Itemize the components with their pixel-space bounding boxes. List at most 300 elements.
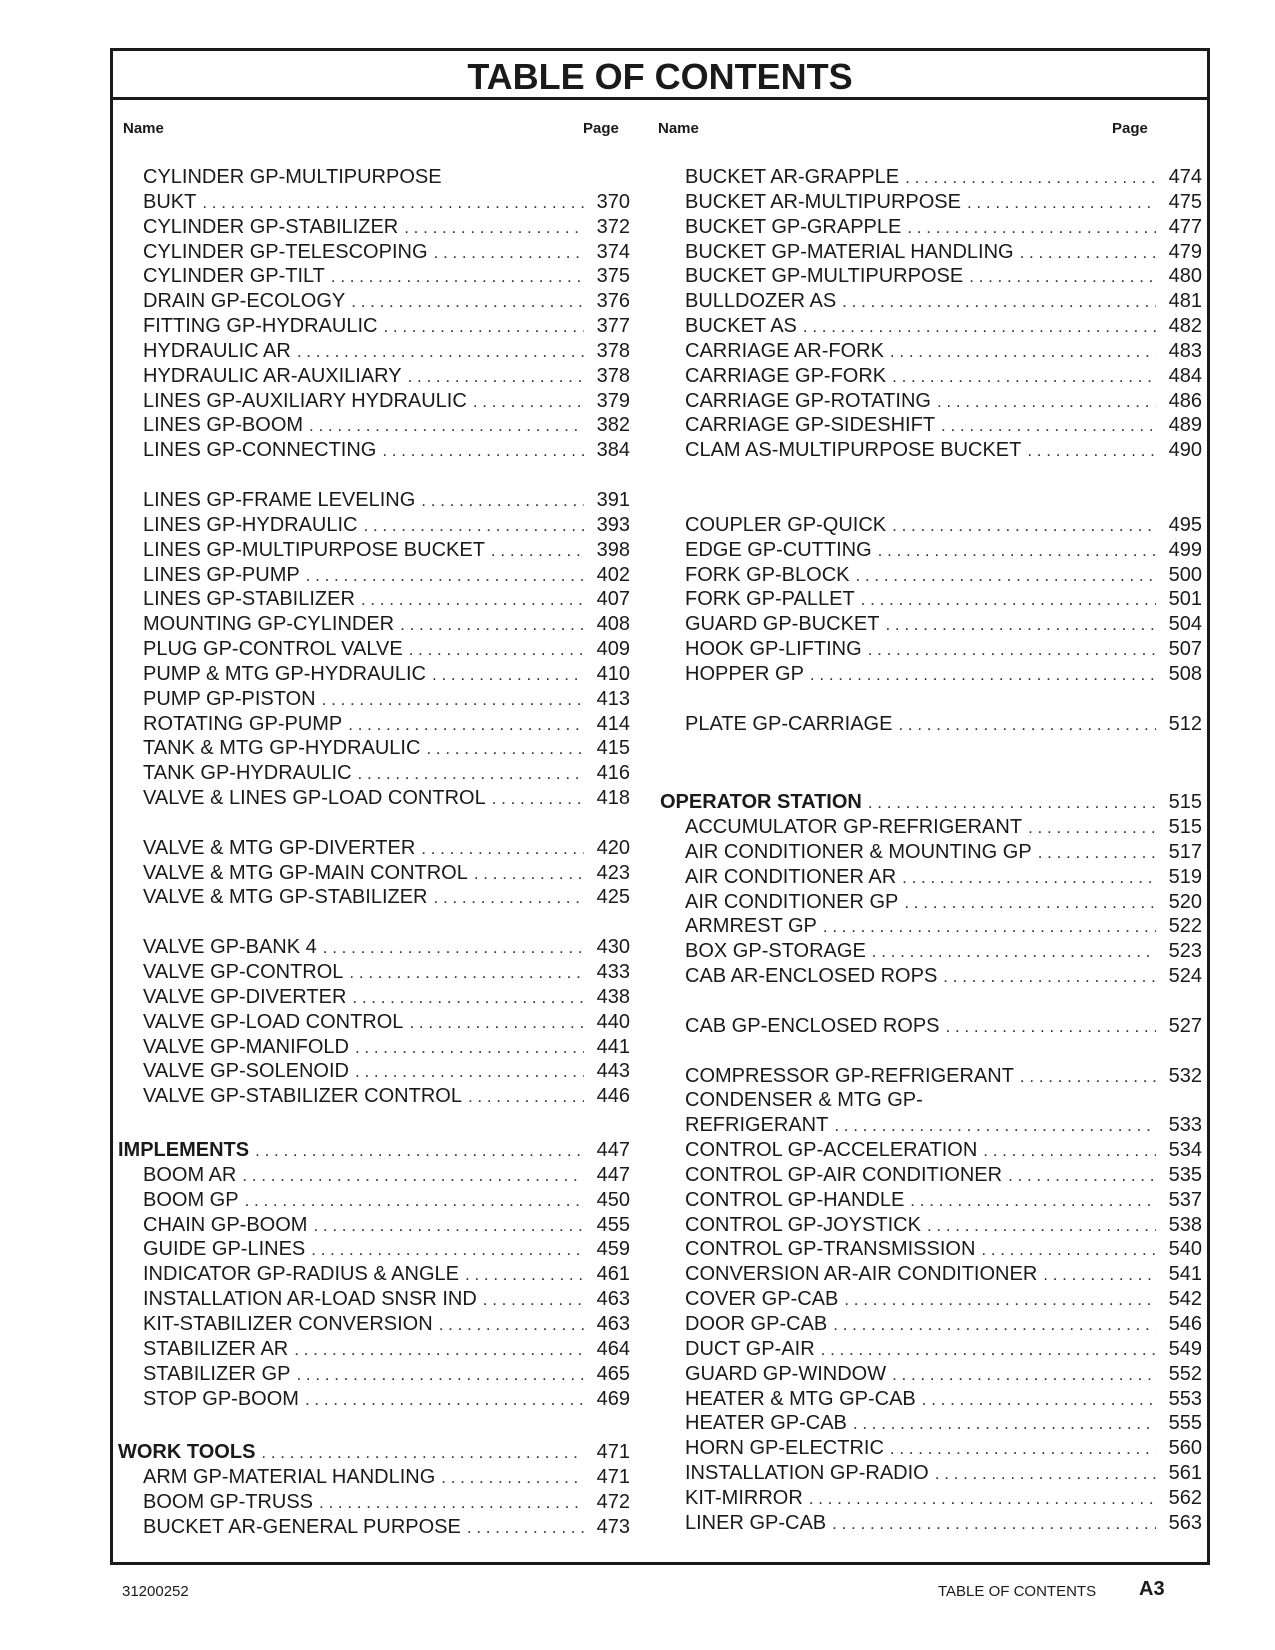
toc-entry-page: 499 (1168, 538, 1202, 561)
dot-leader (868, 791, 1156, 816)
toc-entry-page: 382 (596, 414, 630, 437)
toc-entry-name: HEATER GP-CAB (685, 1412, 847, 1435)
toc-entry-name: REFRIGERANT (685, 1114, 829, 1137)
toc-entry-page: 481 (1168, 290, 1202, 313)
toc-entry[interactable] (118, 538, 630, 563)
toc-entry[interactable] (660, 1237, 1202, 1262)
footer-section-title: TABLE OF CONTENTS (938, 1583, 1097, 1600)
toc-entry[interactable] (660, 1213, 1202, 1238)
toc-spacer (118, 811, 630, 836)
document-number: 31200252 (122, 1583, 189, 1600)
toc-entry-name: ARMREST GP (685, 915, 817, 938)
toc-entry-name: HOPPER GP (685, 662, 804, 685)
dot-leader (311, 1238, 584, 1263)
toc-entry[interactable] (660, 215, 1202, 240)
toc-entry-name: CYLINDER GP-MULTIPURPOSE (143, 166, 442, 188)
toc-entry-page: 542 (1168, 1288, 1202, 1311)
toc-entry[interactable] (660, 264, 1202, 289)
toc-entry[interactable] (660, 865, 1202, 890)
toc-entry-name: PLATE GP-CARRIAGE (685, 712, 893, 735)
toc-entry[interactable] (660, 1511, 1202, 1536)
toc-entry-page: 420 (596, 836, 630, 859)
toc-entry-name: LINES GP-HYDRAULIC (143, 513, 358, 536)
toc-entry[interactable] (660, 1486, 1202, 1511)
toc-entry-page: 517 (1168, 840, 1202, 863)
toc-entry[interactable] (118, 1237, 630, 1262)
toc-entry[interactable] (660, 1188, 1202, 1213)
toc-entry-page: 474 (1168, 166, 1202, 188)
toc-entry-name: CONTROL GP-TRANSMISSION (685, 1238, 976, 1261)
dot-leader (349, 961, 584, 986)
toc-entry-name: BUCKET AS (685, 315, 797, 338)
toc-entry-name: COMPRESSOR GP-REFRIGERANT (685, 1064, 1014, 1087)
toc-entry[interactable] (660, 1262, 1202, 1287)
toc-entry[interactable] (118, 736, 630, 761)
dot-leader (294, 1338, 584, 1363)
toc-section-heading[interactable] (118, 1440, 630, 1465)
toc-entry-page: 446 (596, 1085, 630, 1108)
toc-entry-name: HORN GP-ELECTRIC (685, 1437, 884, 1460)
dot-leader (809, 1487, 1156, 1512)
toc-entry-page: 408 (596, 613, 630, 636)
toc-entry-name: VALVE GP-MANIFOLD (143, 1035, 349, 1058)
toc-entry[interactable] (118, 264, 630, 289)
dot-leader (910, 1189, 1156, 1214)
toc-entry-page: 377 (596, 315, 630, 338)
toc-entry[interactable] (660, 890, 1202, 915)
toc-entry-name: AIR CONDITIONER AR (685, 865, 897, 888)
toc-entry-page: 479 (1168, 240, 1202, 263)
toc-entry-page: 425 (596, 886, 630, 909)
toc-entry-page: 375 (596, 265, 630, 288)
toc-entry-name: ROTATING GP-PUMP (143, 712, 343, 735)
toc-entry-name: PLUG GP-CONTROL VALVE (143, 638, 403, 661)
toc-entry-name: CAB AR-ENCLOSED ROPS (685, 965, 938, 988)
toc-entry[interactable] (660, 612, 1202, 637)
toc-entry[interactable] (118, 1188, 630, 1213)
dot-leader (348, 713, 584, 738)
toc-entry-page: 391 (596, 488, 630, 511)
toc-entry-name: FITTING GP-HYDRAULIC (143, 315, 378, 338)
toc-entry-page: 463 (596, 1312, 630, 1335)
dot-leader (358, 762, 584, 787)
toc-entry-name: BUCKET AR-GRAPPLE (685, 166, 900, 188)
toc-entry-page: 515 (1168, 816, 1202, 839)
toc-entry[interactable] (660, 438, 1202, 463)
toc-entry-page: 520 (1168, 890, 1202, 913)
toc-entry-name: GUARD GP-BUCKET (685, 613, 880, 636)
toc-entry-page: 472 (596, 1491, 630, 1514)
toc-entry[interactable] (660, 1337, 1202, 1362)
toc-entry-name: MOUNTING GP-CYLINDER (143, 613, 395, 636)
toc-entry-name: CARRIAGE GP-ROTATING (685, 389, 931, 412)
toc-entry[interactable] (660, 1461, 1202, 1486)
toc-entry-page: 384 (596, 439, 630, 462)
toc-entry-name: VALVE GP-BANK 4 (143, 936, 317, 959)
toc-entry[interactable] (118, 413, 630, 438)
toc-entry-name: LINES GP-STABILIZER (143, 588, 355, 611)
toc-entry[interactable] (660, 1312, 1202, 1337)
dot-leader (492, 787, 584, 812)
toc-entry-name: VALVE GP-DIVERTER (143, 985, 347, 1008)
toc-entry-page: 552 (1168, 1362, 1202, 1385)
toc-entry-name: COVER GP-CAB (685, 1288, 839, 1311)
toc-entry[interactable] (118, 761, 630, 786)
toc-entry-name: CONDENSER & MTG GP- (685, 1089, 923, 1112)
toc-entry[interactable] (660, 165, 1202, 190)
toc-entry[interactable] (660, 1411, 1202, 1436)
dot-leader (981, 1238, 1156, 1263)
toc-entry-page: 555 (1168, 1412, 1202, 1435)
toc-entry[interactable] (118, 339, 630, 364)
toc-entry-name: STABILIZER GP (143, 1362, 291, 1385)
toc-entry[interactable] (118, 935, 630, 960)
toc-entry-name: VALVE & MTG GP-STABILIZER (143, 886, 428, 909)
toc-entry-page: 541 (1168, 1263, 1202, 1286)
dot-leader (297, 340, 584, 365)
toc-spacer (660, 687, 1202, 712)
dot-leader (907, 216, 1156, 241)
toc-entry-page: 376 (596, 290, 630, 313)
toc-entry-name: KIT-STABILIZER CONVERSION (143, 1312, 433, 1335)
toc-entry-page: 413 (596, 687, 630, 710)
dot-leader (1027, 439, 1156, 464)
toc-entry-name: DOOR GP-CAB (685, 1312, 828, 1335)
dot-leader (319, 1491, 584, 1516)
dot-leader (967, 191, 1156, 216)
toc-entry[interactable] (118, 662, 630, 687)
toc-entry-name: BOOM GP (143, 1188, 239, 1211)
toc-entry[interactable] (118, 1387, 630, 1412)
toc-entry-name: ACCUMULATOR GP-REFRIGERANT (685, 816, 1023, 839)
toc-entry[interactable] (660, 1064, 1202, 1089)
toc-entry[interactable] (660, 964, 1202, 989)
toc-entry[interactable] (660, 637, 1202, 662)
dot-leader (439, 1313, 584, 1338)
toc-entry-page: 379 (596, 389, 630, 412)
toc-entry[interactable] (660, 662, 1202, 687)
toc-entry[interactable] (118, 1337, 630, 1362)
dot-leader (855, 564, 1156, 589)
toc-entry-page: 415 (596, 737, 630, 760)
dot-leader (202, 191, 584, 216)
dot-leader (426, 737, 584, 762)
toc-entry[interactable] (660, 712, 1202, 737)
toc-entry-page: 443 (596, 1060, 630, 1083)
toc-entry[interactable] (118, 240, 630, 265)
toc-entry[interactable] (660, 1163, 1202, 1188)
toc-entry[interactable] (660, 389, 1202, 414)
dot-leader (491, 539, 584, 564)
toc-entry-name: VALVE & MTG GP-MAIN CONTROL (143, 861, 468, 884)
toc-entry-name: HOOK GP-LIFTING (685, 638, 862, 661)
toc-entry[interactable] (660, 1088, 1202, 1113)
dot-leader (261, 1441, 584, 1466)
toc-entry[interactable] (660, 240, 1202, 265)
toc-entry-name: BOOM GP-TRUSS (143, 1491, 314, 1514)
toc-entry-name: BUCKET GP-MULTIPURPOSE (685, 265, 964, 288)
page-title: TABLE OF CONTENTS (467, 56, 853, 97)
toc-entry-name: CAB GP-ENCLOSED ROPS (685, 1014, 940, 1037)
dot-leader (927, 1214, 1156, 1239)
toc-entry-name: CYLINDER GP-TELESCOPING (143, 240, 428, 263)
toc-entry[interactable] (118, 687, 630, 712)
toc-entry-page: 418 (596, 787, 630, 810)
toc-entry-page: 549 (1168, 1337, 1202, 1360)
toc-entry-name: HYDRAULIC AR (143, 339, 291, 362)
toc-entry[interactable] (118, 563, 630, 588)
toc-entry[interactable] (660, 1138, 1202, 1163)
toc-entry[interactable] (118, 289, 630, 314)
toc-entry[interactable] (118, 786, 630, 811)
dot-leader (383, 315, 584, 340)
toc-entry-page: 561 (1168, 1462, 1202, 1485)
dot-leader (890, 1437, 1156, 1462)
toc-entry[interactable] (660, 190, 1202, 215)
toc-entry-name: STOP GP-BOOM (143, 1387, 299, 1410)
toc-entry-name: ARM GP-MATERIAL HANDLING (143, 1466, 436, 1489)
dot-leader (1038, 841, 1156, 866)
dot-leader (313, 1214, 584, 1239)
toc-entry-page: 407 (596, 588, 630, 611)
toc-entry[interactable] (118, 438, 630, 463)
dot-leader (904, 891, 1156, 916)
dot-leader (404, 216, 584, 241)
toc-entry[interactable] (118, 314, 630, 339)
toc-entry-name: LINES GP-CONNECTING (143, 439, 377, 462)
toc-entry[interactable] (118, 215, 630, 240)
toc-entry[interactable] (660, 339, 1202, 364)
toc-entry-name: BOX GP-STORAGE (685, 940, 866, 963)
toc-entry[interactable] (118, 861, 630, 886)
dot-leader (823, 915, 1156, 940)
dot-leader (902, 866, 1156, 891)
toc-entry[interactable] (118, 1262, 630, 1287)
toc-entry-name: STABILIZER AR (143, 1337, 289, 1360)
toc-entry[interactable] (118, 1059, 630, 1084)
toc-entry-name: TANK GP-HYDRAULIC (143, 762, 352, 785)
dot-leader (468, 1085, 584, 1110)
toc-entry-page: 433 (596, 961, 630, 983)
toc-entry-name: VALVE GP-STABILIZER CONTROL (143, 1085, 462, 1108)
toc-entry-name: BUCKET AR-MULTIPURPOSE (685, 190, 961, 213)
dot-leader (400, 613, 584, 638)
toc-entry-page: 495 (1168, 513, 1202, 536)
toc-entry-name: AIR CONDITIONER GP (685, 890, 899, 913)
dot-leader (810, 663, 1156, 688)
dot-leader (1008, 1164, 1156, 1189)
toc-entry-page: 553 (1168, 1387, 1202, 1410)
toc-entry-name: COUPLER GP-QUICK (685, 513, 887, 536)
toc-entry-name: CONTROL GP-AIR CONDITIONER (685, 1163, 1003, 1186)
toc-entry-name: CLAM AS-MULTIPURPOSE BUCKET (685, 439, 1022, 462)
toc-entry[interactable] (660, 914, 1202, 939)
toc-entry[interactable] (660, 1387, 1202, 1412)
dot-leader (434, 241, 584, 266)
toc-entry-page: 563 (1168, 1511, 1202, 1534)
toc-entry[interactable] (118, 1515, 630, 1540)
toc-section-heading[interactable] (660, 790, 1202, 815)
toc-entry[interactable] (118, 885, 630, 910)
dot-leader (305, 1388, 584, 1413)
toc-entry-page: 484 (1168, 364, 1202, 387)
toc-entry-name: VALVE & LINES GP-LOAD CONTROL (143, 787, 486, 810)
toc-entry[interactable] (118, 1312, 630, 1337)
toc-entry[interactable] (118, 1213, 630, 1238)
toc-entry-name: BOOM AR (143, 1163, 237, 1186)
toc-section-heading[interactable] (118, 1138, 630, 1163)
toc-entry-page: 423 (596, 861, 630, 884)
toc-entry[interactable] (660, 413, 1202, 438)
title-divider (113, 97, 1207, 100)
dot-leader (892, 365, 1156, 390)
toc-entry[interactable] (660, 1436, 1202, 1461)
dot-leader (351, 290, 584, 315)
dot-leader (905, 166, 1156, 191)
toc-entry[interactable] (118, 1035, 630, 1060)
toc-entry[interactable] (660, 587, 1202, 612)
dot-leader (834, 1114, 1156, 1139)
toc-entry[interactable] (660, 1113, 1202, 1138)
toc-entry[interactable] (118, 637, 630, 662)
dot-leader (306, 564, 584, 589)
toc-entry-name: BUKT (143, 190, 197, 213)
toc-entry-name: GUARD GP-WINDOW (685, 1362, 887, 1385)
dot-leader (355, 1036, 584, 1061)
dot-leader (833, 1313, 1156, 1338)
toc-entry-page: 535 (1168, 1163, 1202, 1186)
toc-entry-page: 483 (1168, 339, 1202, 362)
dot-leader (322, 688, 584, 713)
toc-entry[interactable] (118, 389, 630, 414)
toc-entry-page: 471 (596, 1466, 630, 1489)
dot-leader (892, 1363, 1156, 1388)
toc-entry-name: VALVE GP-LOAD CONTROL (143, 1010, 404, 1033)
toc-entry[interactable] (660, 314, 1202, 339)
toc-entry[interactable] (118, 1362, 630, 1387)
toc-entry-page: 447 (596, 1139, 630, 1162)
dot-leader (441, 1466, 584, 1491)
toc-entry[interactable] (660, 939, 1202, 964)
toc-entry-name: TANK & MTG GP-HYDRAULIC (143, 737, 421, 760)
toc-entry-name: VALVE GP-CONTROL (143, 961, 344, 983)
toc-entry[interactable] (118, 165, 630, 190)
toc-spacer (660, 463, 1202, 488)
dot-leader (872, 940, 1156, 965)
dot-leader (361, 588, 584, 613)
dot-leader (408, 365, 584, 390)
toc-entry[interactable] (118, 1163, 630, 1188)
toc-entry[interactable] (118, 1287, 630, 1312)
toc-entry-page: 504 (1168, 613, 1202, 636)
dot-leader (890, 340, 1156, 365)
toc-entry-page: 378 (596, 364, 630, 387)
toc-entry[interactable] (118, 513, 630, 538)
toc-entry-name: KIT-MIRROR (685, 1486, 803, 1509)
toc-entry-name: LINER GP-CAB (685, 1511, 827, 1534)
toc-entry-page: 490 (1168, 439, 1202, 462)
toc-entry[interactable] (118, 836, 630, 861)
dot-leader (861, 588, 1156, 613)
toc-entry-page: 402 (596, 563, 630, 586)
toc-entry-name: INSTALLATION GP-RADIO (685, 1462, 929, 1485)
toc-entry-page: 471 (596, 1441, 630, 1464)
dot-leader (421, 837, 584, 862)
toc-entry-name: DUCT GP-AIR (685, 1337, 815, 1360)
toc-entry-page: 477 (1168, 215, 1202, 238)
toc-entry-page: 540 (1168, 1238, 1202, 1261)
toc-entry-page: 378 (596, 339, 630, 362)
toc-entry-name: CARRIAGE GP-FORK (685, 364, 887, 387)
dot-leader (935, 1462, 1156, 1487)
toc-entry[interactable] (118, 985, 630, 1010)
dot-leader (355, 1060, 584, 1085)
toc-entry[interactable] (118, 712, 630, 737)
toc-entry-name: INSTALLATION AR-LOAD SNSR IND (143, 1288, 477, 1311)
toc-entry-page: 473 (596, 1515, 630, 1538)
dot-leader (853, 1412, 1156, 1437)
toc-entry-page: 560 (1168, 1437, 1202, 1460)
dot-leader (878, 539, 1156, 564)
toc-entry-name: CARRIAGE GP-SIDESHIFT (685, 414, 936, 437)
dot-leader (323, 936, 584, 961)
toc-entry[interactable] (660, 840, 1202, 865)
toc-entry[interactable] (118, 612, 630, 637)
toc-entry[interactable] (118, 960, 630, 985)
toc-entry[interactable] (660, 538, 1202, 563)
toc-entry[interactable] (660, 1362, 1202, 1387)
dot-leader (245, 1189, 584, 1214)
toc-entry[interactable] (660, 815, 1202, 840)
toc-entry-page: 464 (596, 1337, 630, 1360)
toc-entry-name: OPERATOR STATION (660, 791, 862, 814)
column-header-page-left: Page (583, 120, 619, 137)
dot-leader (434, 886, 584, 911)
toc-entry[interactable] (660, 1014, 1202, 1039)
toc-entry[interactable] (118, 1010, 630, 1035)
dot-leader (331, 265, 584, 290)
toc-entry[interactable] (660, 1287, 1202, 1312)
toc-entry-page: 465 (596, 1362, 630, 1385)
dot-leader (474, 862, 584, 887)
toc-entry[interactable] (118, 488, 630, 513)
toc-entry[interactable] (118, 587, 630, 612)
toc-entry-name: HYDRAULIC AR-AUXILIARY (143, 364, 402, 387)
toc-entry-page: 441 (596, 1035, 630, 1058)
toc-entry-name: IMPLEMENTS (118, 1139, 250, 1162)
toc-entry-page: 480 (1168, 265, 1202, 288)
toc-entry[interactable] (118, 1084, 630, 1109)
toc-entry-page: 501 (1168, 588, 1202, 611)
toc-entry[interactable] (118, 364, 630, 389)
dot-leader (352, 986, 584, 1011)
toc-entry[interactable] (118, 1490, 630, 1515)
dot-leader (473, 390, 584, 415)
dot-leader (255, 1139, 584, 1164)
dot-leader (483, 1288, 584, 1313)
toc-entry-page: 546 (1168, 1312, 1202, 1335)
toc-entry-page: 482 (1168, 315, 1202, 338)
toc-entry[interactable] (660, 563, 1202, 588)
toc-entry[interactable] (660, 513, 1202, 538)
toc-entry[interactable] (660, 289, 1202, 314)
toc-entry[interactable] (118, 1465, 630, 1490)
toc-entry[interactable] (660, 364, 1202, 389)
toc-entry-page: 512 (1168, 712, 1202, 735)
toc-entry-name: LINES GP-PUMP (143, 563, 300, 586)
dot-leader (842, 290, 1156, 315)
toc-entry[interactable] (118, 190, 630, 215)
